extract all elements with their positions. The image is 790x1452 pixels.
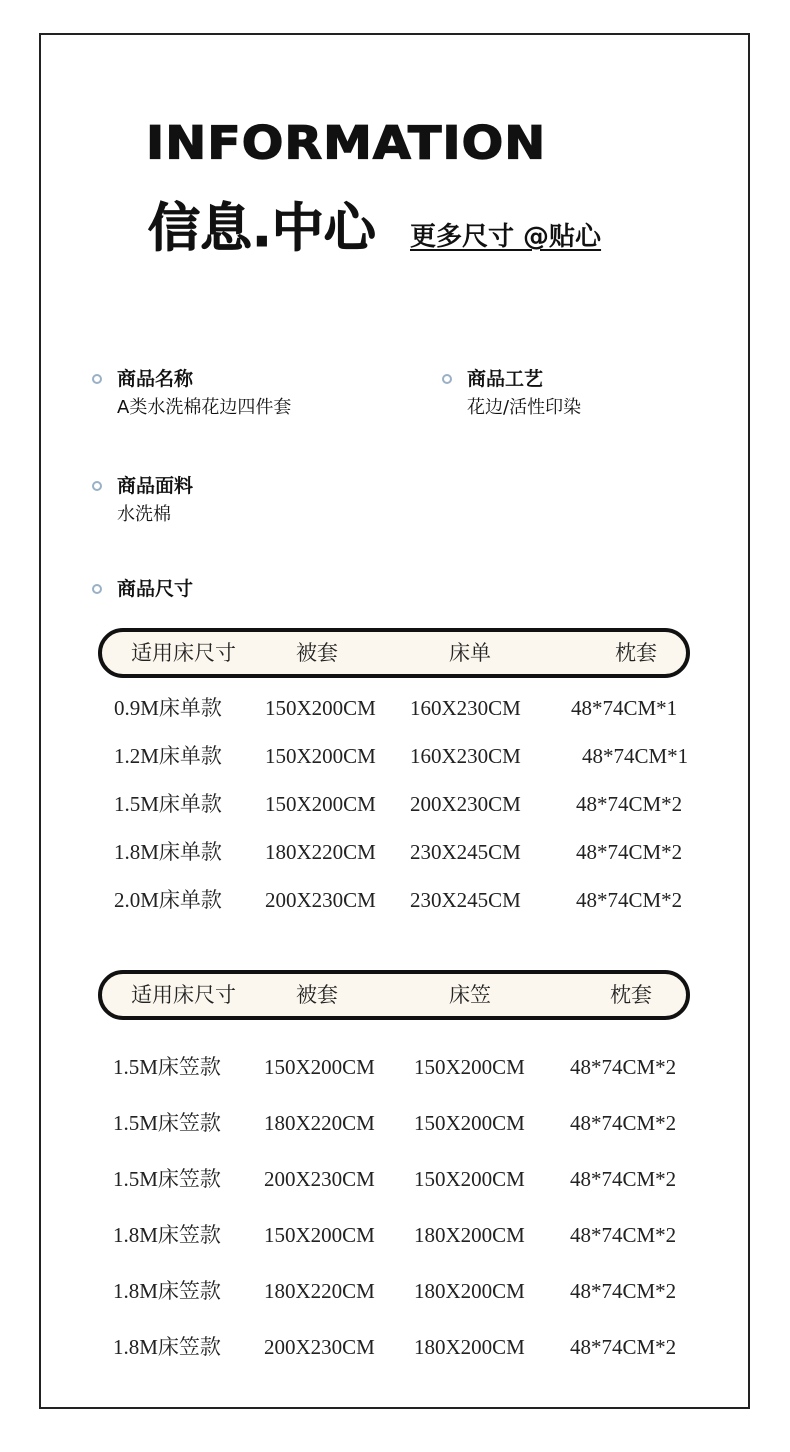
table-cell: 180X200CM	[414, 1335, 525, 1359]
table-cell: 150X200CM	[265, 696, 376, 720]
table-cell: 150X200CM	[414, 1111, 525, 1135]
header-duvet-cover: 被套	[296, 983, 338, 1007]
page-title-english: INFORMATION	[146, 116, 547, 170]
table-cell: 48*74CM*2	[570, 1279, 677, 1303]
info-label: 商品名称	[117, 368, 194, 390]
header-bed-sheet: 床单	[449, 641, 491, 665]
table-cell: 1.5M床笠款	[113, 1167, 221, 1191]
table-cell: 230X245CM	[410, 840, 521, 864]
table-cell: 48*74CM*2	[576, 840, 683, 864]
table-cell: 180X200CM	[414, 1279, 525, 1303]
table-cell: 200X230CM	[265, 888, 376, 912]
table-row	[0, 1052, 790, 1082]
table-cell: 230X245CM	[410, 888, 521, 912]
table-cell: 1.8M床单款	[114, 840, 222, 864]
info-label: 商品面料	[117, 475, 194, 497]
table-row	[0, 1276, 790, 1306]
table-row	[0, 837, 790, 867]
table-row	[0, 885, 790, 915]
info-value: 花边/活性印染	[467, 397, 582, 418]
table-cell: 200X230CM	[264, 1167, 375, 1191]
table-cell: 150X200CM	[265, 792, 376, 816]
info-product-fabric	[117, 473, 193, 527]
table-row	[0, 1220, 790, 1250]
table-row	[0, 1164, 790, 1194]
table-row	[0, 741, 790, 771]
page-subtitle: 更多尺寸 @贴心	[410, 222, 602, 252]
table-cell: 180X220CM	[265, 840, 376, 864]
size-table-2-header	[98, 970, 690, 1020]
table-cell: 2.0M床单款	[114, 888, 222, 912]
table-cell: 150X200CM	[414, 1167, 525, 1191]
table-cell: 150X200CM	[264, 1223, 375, 1247]
table-cell: 48*74CM*2	[576, 792, 683, 816]
table-cell: 1.5M床笠款	[113, 1055, 221, 1079]
header-fitted-sheet: 床笠	[449, 983, 491, 1007]
header-bed-size: 适用床尺寸	[131, 641, 236, 665]
bullet-circle-icon	[92, 374, 102, 384]
size-table-1-header	[98, 628, 690, 678]
table-cell: 0.9M床单款	[114, 696, 222, 720]
table-cell: 180X220CM	[264, 1111, 375, 1135]
table-cell: 48*74CM*1	[571, 696, 678, 720]
bullet-circle-icon	[92, 481, 102, 491]
table-row	[0, 693, 790, 723]
table-row	[0, 1332, 790, 1362]
table-cell: 1.5M床笠款	[113, 1111, 221, 1135]
table-cell: 180X220CM	[264, 1279, 375, 1303]
table-cell: 1.8M床笠款	[113, 1223, 221, 1247]
info-label: 商品工艺	[467, 368, 544, 390]
table-cell: 48*74CM*2	[570, 1223, 677, 1247]
bullet-circle-icon	[442, 374, 452, 384]
table-cell: 48*74CM*2	[570, 1055, 677, 1079]
table-cell: 48*74CM*1	[582, 744, 689, 768]
table-cell: 48*74CM*2	[570, 1335, 677, 1359]
page-title-chinese: 信息.中心	[148, 199, 376, 259]
table-cell: 150X200CM	[265, 744, 376, 768]
table-cell: 48*74CM*2	[570, 1167, 677, 1191]
table-cell: 200X230CM	[410, 792, 521, 816]
header-pillowcase: 枕套	[610, 983, 652, 1007]
info-value: 水洗棉	[117, 504, 171, 525]
info-label: 商品尺寸	[117, 578, 194, 600]
info-product-craft	[467, 366, 581, 420]
table-cell: 160X230CM	[410, 696, 521, 720]
table-row	[0, 789, 790, 819]
table-cell: 1.2M床单款	[114, 744, 222, 768]
info-product-name	[117, 366, 291, 420]
table-cell: 180X200CM	[414, 1223, 525, 1247]
table-cell: 200X230CM	[264, 1335, 375, 1359]
header-pillowcase: 枕套	[615, 641, 657, 665]
table-cell: 150X200CM	[264, 1055, 375, 1079]
bullet-circle-icon	[92, 584, 102, 594]
table-cell: 1.8M床笠款	[113, 1279, 221, 1303]
info-value: A类水洗棉花边四件套	[117, 397, 292, 418]
table-cell: 160X230CM	[410, 744, 521, 768]
table-cell: 48*74CM*2	[570, 1111, 677, 1135]
header-duvet-cover: 被套	[296, 641, 338, 665]
table-cell: 150X200CM	[414, 1055, 525, 1079]
table-cell: 48*74CM*2	[576, 888, 683, 912]
table-row	[0, 1108, 790, 1138]
header-bed-size: 适用床尺寸	[131, 983, 236, 1007]
table-cell: 1.8M床笠款	[113, 1335, 221, 1359]
table-cell: 1.5M床单款	[114, 792, 222, 816]
info-product-size	[117, 576, 193, 602]
